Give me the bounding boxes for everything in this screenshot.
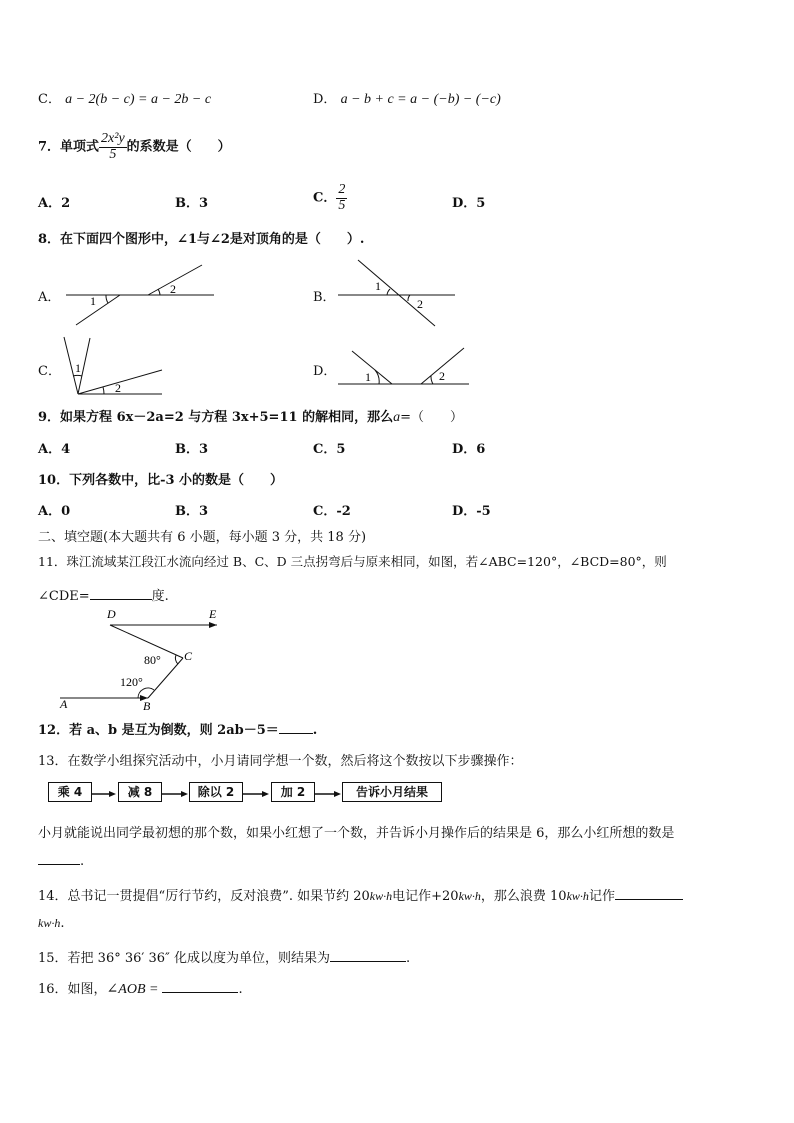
point-b-label: B [143,699,151,713]
q10-option-c: C．-2 [313,504,351,519]
flow-step-2: 减 8 [118,782,162,802]
arrow-right-icon [243,791,269,797]
q13-line2: 小月就能说出同学最初想的那个数，如果小红想了一个数，并告诉小月操作后的结果是 6，那么小红所想的数是 [38,826,675,841]
flow-step-3: 除以 2 [189,782,243,802]
q6-option-d: D． a − b + c = a − (−b) − (−c) [313,92,501,107]
q9-option-c: C．5 [313,442,346,457]
q14-stem: 14．总书记一贯提倡“厉行节约，反对浪费”. 如果节约 20kw·h电记作+20kw·h，那么浪费 10kw·h记作 [38,885,683,904]
answer-blank [279,733,313,734]
q15-stem: 15．若把 36° 36′ 36″ 化成以度为单位，则结果为 . [38,951,411,966]
q7-option-a: A．2 [38,196,71,211]
q10-option-b: B．3 [175,504,209,519]
q8-label-a: A． [38,290,61,305]
q7-stem: 7．单项式 $\frac{\text{2x²y}}{5}$ 的系数是（ ） [38,131,231,162]
point-e-label: E [209,607,217,621]
q8-label-b: B． [313,290,336,305]
angle-80-label: 80° [144,653,161,667]
q8-stem: 8．在下面四个图形中，∠1与∠2是对顶角的是（ ）. [38,232,365,247]
answer-blank [162,992,238,993]
q8-figure-b [335,258,465,330]
q10-stem: 10．下列各数中，比-3 小的数是（ ） [38,473,284,488]
q8-figure-c [60,334,170,399]
q11-stem: 11．珠江流域某江段江水流向经过 B、C、D 三点拐弯后与原来相同，如图，若∠ABC=120°，∠BCD=80°，则 [38,554,667,569]
q9-option-d: D．6 [452,442,486,457]
q7-option-c-fraction: $\frac{2}{5}$ [338,182,346,213]
q11-figure [55,602,230,713]
section-title: 二、填空题(本大题共有 6 小题，每小题 3 分，共 18 分) [38,530,367,545]
answer-blank [615,899,683,900]
angle-1-label: 1 [75,361,81,375]
q10-option-a: A．0 [38,504,71,519]
angle-1-label: 1 [90,294,96,308]
q8-label-d: D． [313,364,337,379]
angle-1-label: 1 [375,279,381,293]
q7-option-b: B．3 [175,196,209,211]
flow-step-1: 乘 4 [48,782,92,802]
arrow-right-icon [92,791,116,797]
answer-blank [90,599,152,600]
q8-label-c: C． [38,364,61,379]
q16-stem: 16．如图，∠AOB = . [38,982,243,997]
q11-line2: ∠CDE= 度. [38,589,169,604]
point-c-label: C [184,649,193,663]
q7-fraction: $\frac{\text{2x²y}}{5}$ [101,131,125,162]
q10-option-d: D．-5 [452,504,491,519]
q6-option-c-expr: a − 2(b − c) = a − 2b − c [65,92,212,107]
q7-option-d: D．5 [452,196,486,211]
arrow-right-icon [315,791,341,797]
q13-stem: 13．在数学小组探究活动中，小月请同学想一个数，然后将这个数按以下步骤操作： [38,754,523,769]
q13-line3: . [38,854,84,869]
q12-stem: 12．若 a、b 是互为倒数，则 2ab－5＝ . [38,723,318,738]
angle-2-label: 2 [115,381,121,395]
point-a-label: A [60,697,68,711]
q14-line2: kw·h. [38,916,65,931]
q7-option-c: C． $\frac{2}{5}$ [313,182,346,213]
angle-2-label: 2 [439,369,445,383]
q9-option-a: A．4 [38,442,71,457]
q9-stem: 9．如果方程 6x－2a=2 与方程 3x+5=11 的解相同，那么a=（ ） [38,410,463,425]
point-d-label: D [107,607,116,621]
q6-option-c: C． a − 2(b − c) = a − 2b − c [38,92,212,107]
angle-2-label: 2 [170,282,176,296]
flow-step-4: 加 2 [271,782,315,802]
angle-120-label: 120° [120,675,143,689]
q6-option-d-expr: a − b + c = a − (−b) − (−c) [340,92,501,107]
q13-flowchart [48,782,448,804]
answer-blank [330,961,406,962]
q8-figure-d [335,346,475,388]
flow-step-5: 告诉小月结果 [342,782,442,802]
answer-blank [38,864,80,865]
q9-option-b: B．3 [175,442,209,457]
angle-1-label: 1 [365,370,371,384]
angle-2-label: 2 [417,297,423,311]
arrow-right-icon [162,791,188,797]
q8-figure-a [60,260,220,330]
